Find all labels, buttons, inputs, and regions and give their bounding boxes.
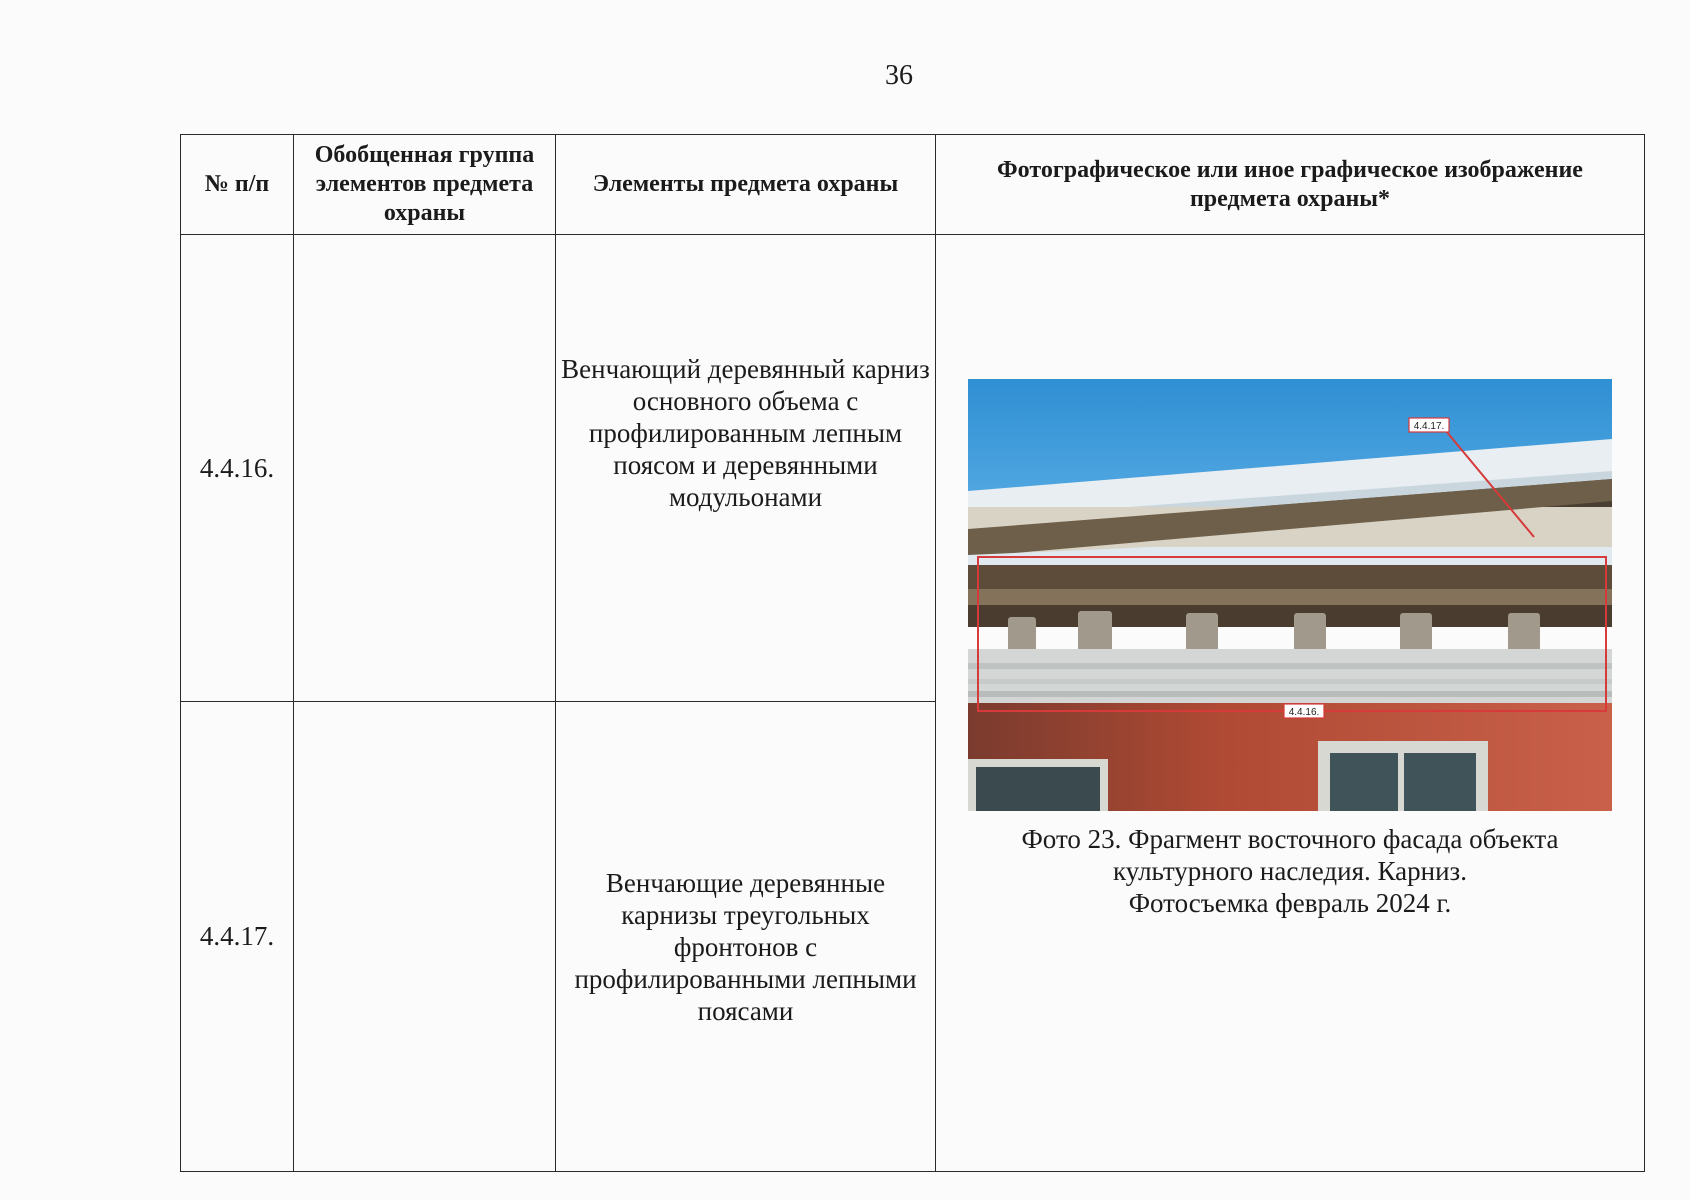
photo-cell — [936, 235, 1645, 1172]
protection-table — [180, 134, 1645, 1172]
row-number: 4.4.17. — [181, 702, 294, 1172]
header-number: № п/п — [181, 135, 294, 235]
row-group — [294, 235, 556, 702]
label-4-4-17: 4.4.17. — [1413, 421, 1445, 432]
label-4-4-16: 4.4.16. — [1288, 707, 1320, 718]
header-photo: Фотографическое или иное графическое изображение предмета охраны* — [936, 135, 1645, 235]
caption-line: Фото 23. Фрагмент восточного фасада объекта — [1021, 824, 1559, 854]
table-row — [181, 235, 1645, 702]
caption-line: Фотосъемка февраль 2024 г. — [1128, 888, 1452, 918]
page-number: 36 — [885, 60, 913, 91]
caption-line: культурного наследия. Карниз. — [1113, 856, 1467, 886]
row-group — [294, 702, 556, 1172]
photo-caption — [936, 823, 1644, 919]
header-elements: Элементы предмета охраны — [556, 135, 936, 235]
facade-photo — [968, 379, 1612, 811]
row-element: Венчающий деревянный карниз основного объема с профилированным лепным поясом и деревянными модульонами — [556, 235, 936, 702]
header-group: Обобщенная группа элементов предмета охраны — [294, 135, 556, 235]
table-header-row — [181, 135, 1645, 235]
row-element: Венчающие деревянные карнизы треугольных фронтонов с профилированными лепными поясами — [556, 702, 936, 1172]
row-number: 4.4.16. — [181, 235, 294, 702]
